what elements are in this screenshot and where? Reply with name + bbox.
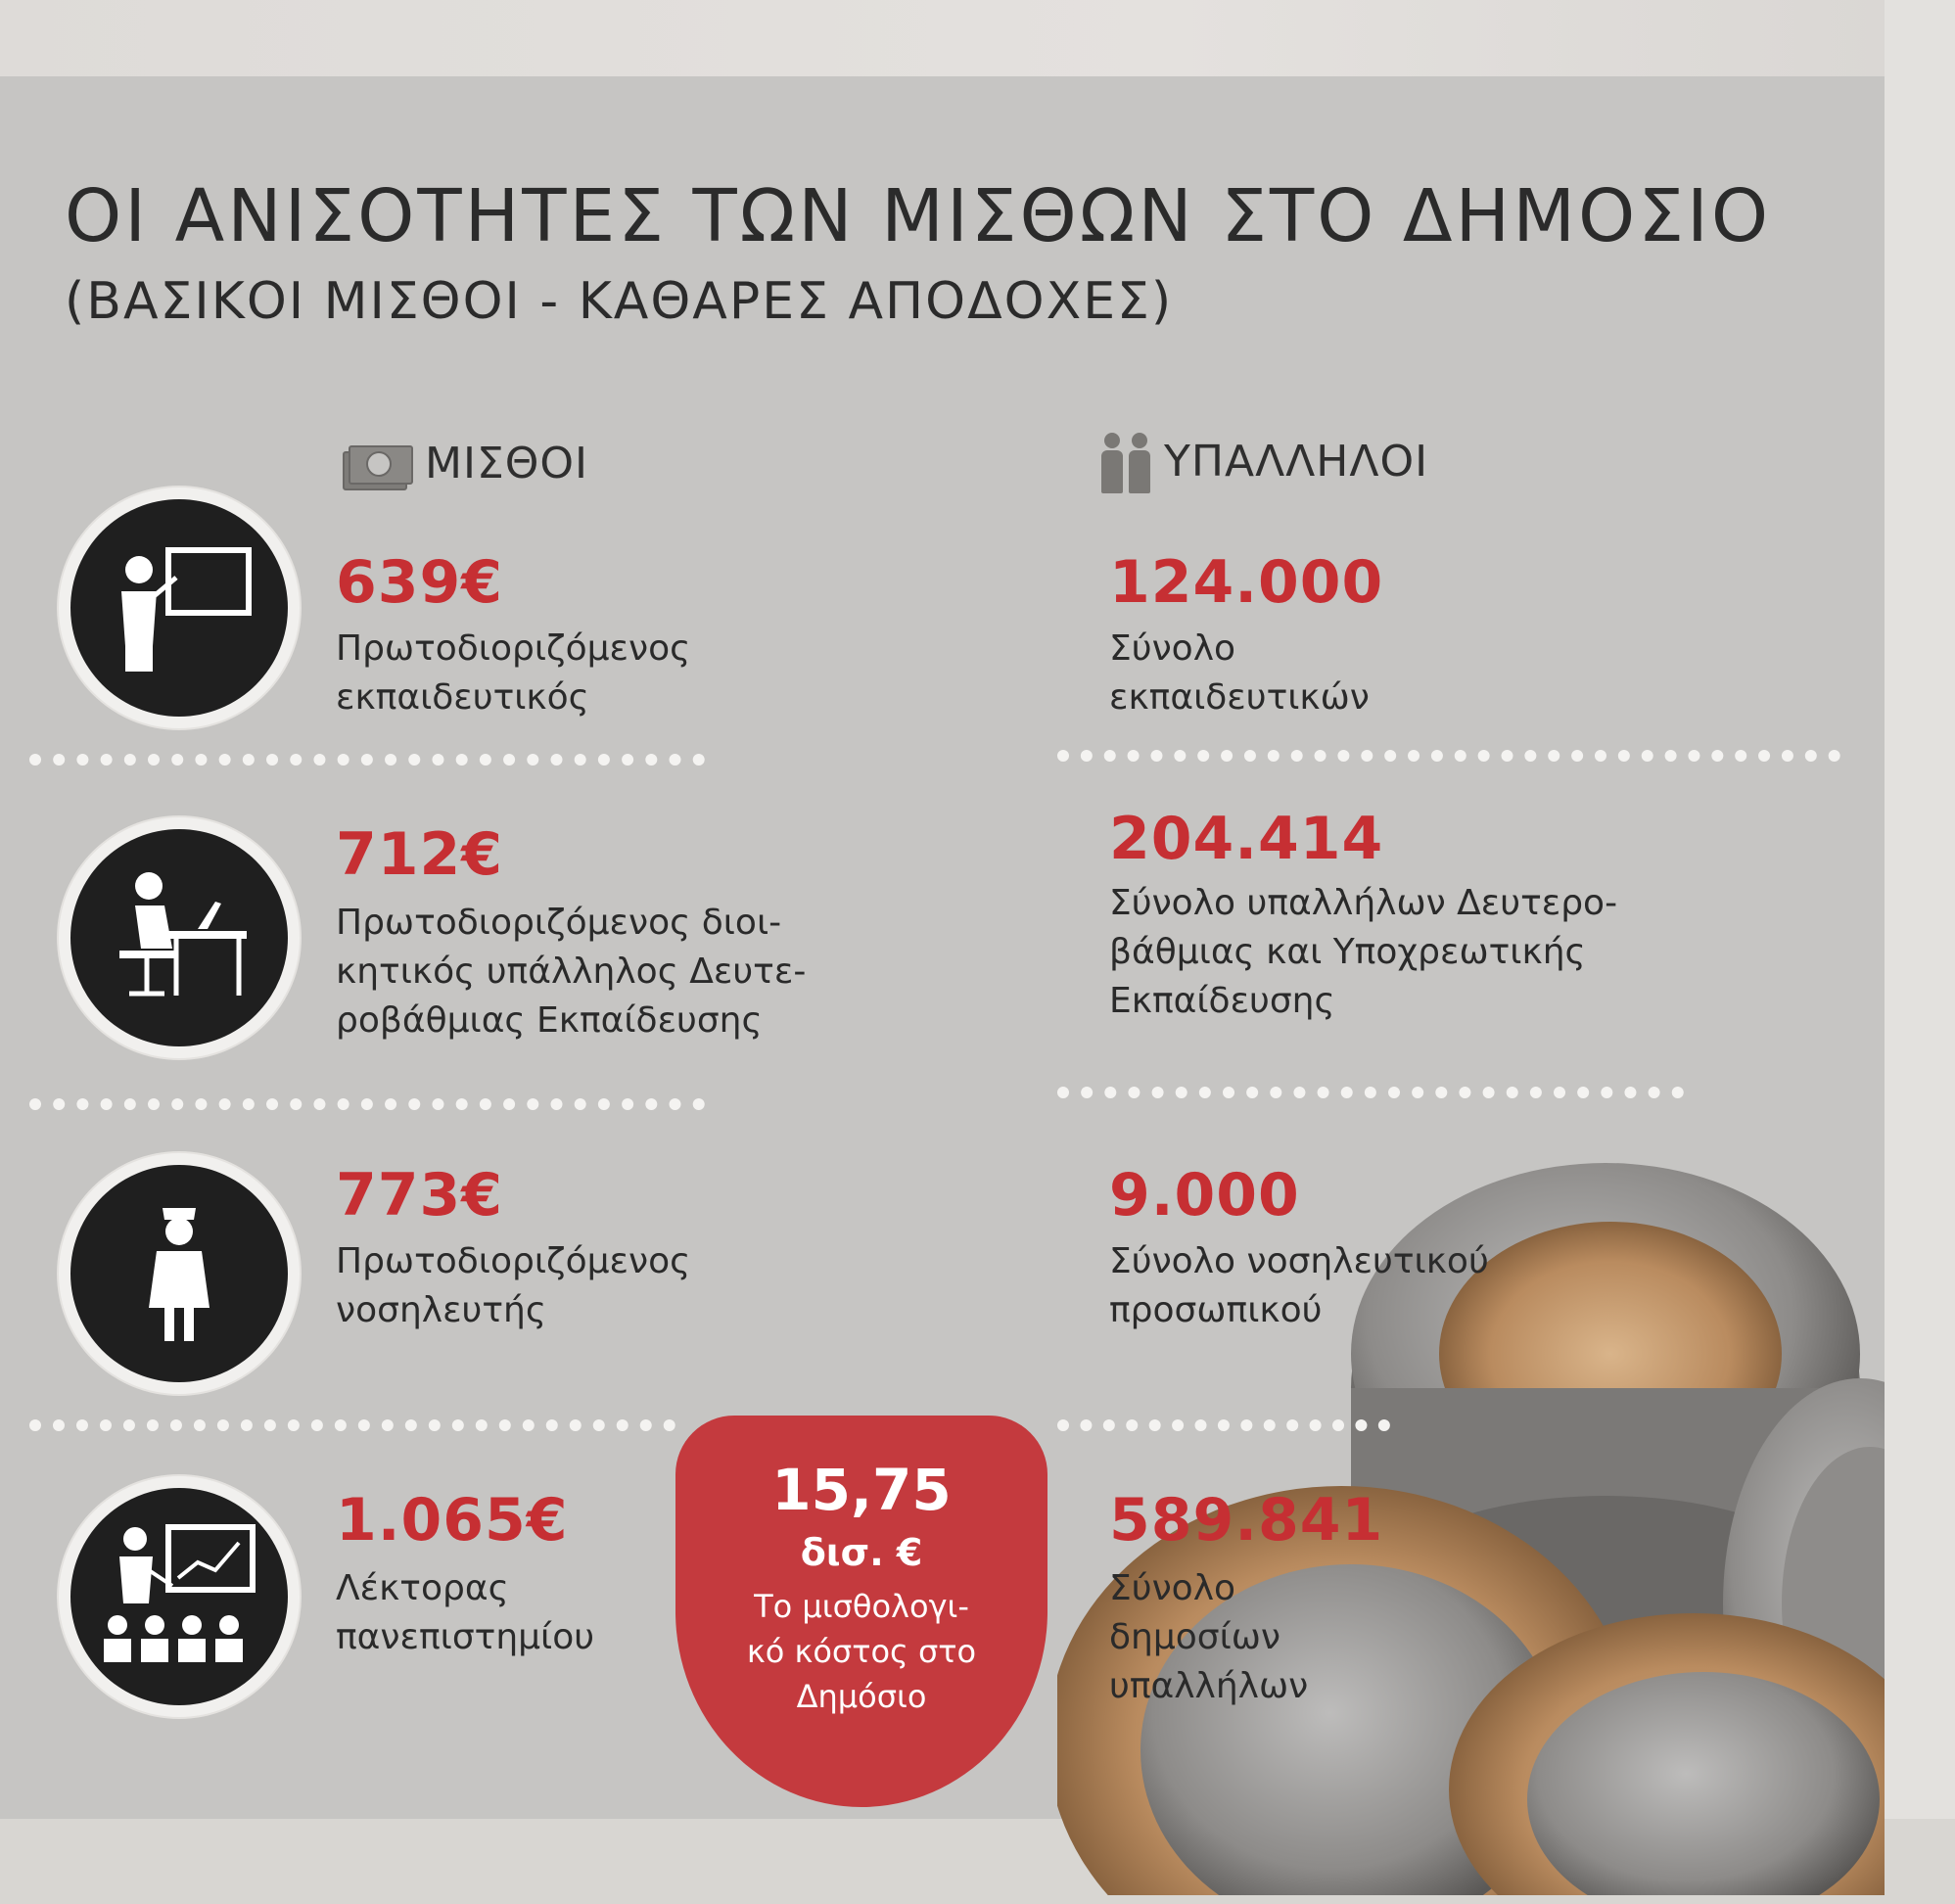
employee-count-description: Σύνολο υπαλλήλων Δευτερο- βάθμιας και Υποχρεωτικής Εκπαίδευσης [1109, 883, 1618, 1021]
salary-description: Πρωτοδιοριζόμενος διοι- κητικός υπάλληλος Δευτε- ροβάθμιας Εκπαίδευσης [336, 903, 807, 1041]
employee-count-value: 204.414 [1109, 805, 1384, 873]
row-divider [29, 754, 705, 766]
employee-count-description: Σύνολο εκπαιδευτικών [1109, 628, 1370, 718]
teacher-icon [59, 488, 300, 728]
total-cost-value: 15,75 [771, 1457, 952, 1523]
money-icon [343, 441, 411, 487]
employee-count-value: 9.000 [1109, 1161, 1300, 1230]
salary-value: 639€ [336, 548, 503, 617]
employees-column-label: ΥΠΑΛΛΗΛΟΙ [1164, 436, 1429, 487]
salary-description: Λέκτορας πανεπιστημίου [336, 1568, 595, 1657]
page-subtitle: (ΒΑΣΙΚΟΙ ΜΙΣΘΟΙ - ΚΑΘΑΡΕΣ ΑΠΟΔΟΧΕΣ) [65, 272, 1174, 331]
salary-description: Πρωτοδιοριζόμενος νοσηλευτής [336, 1241, 691, 1330]
employee-count-description: Σύνολο δημοσίων υπαλλήλων [1109, 1568, 1309, 1706]
office-worker-icon [59, 817, 300, 1058]
page-title: ΟΙ ΑΝΙΣΟΤΗΤΕΣ ΤΩΝ ΜΙΣΘΩΝ ΣΤΟ ΔΗΜΟΣΙΟ [65, 174, 1772, 258]
salaries-column-header [343, 439, 588, 488]
total-cost-description: Το μισθολογι- κό κόστος στο Δημόσιο [746, 1588, 977, 1715]
salary-description: Πρωτοδιοριζόμενος εκπαιδευτικός [336, 628, 691, 718]
salary-value: 712€ [336, 820, 503, 889]
salary-value: 1.065€ [336, 1486, 569, 1555]
row-divider [1057, 1419, 1390, 1431]
salary-value: 773€ [336, 1161, 503, 1230]
employee-count-value: 124.000 [1109, 548, 1384, 617]
row-divider [1057, 1087, 1684, 1098]
total-cost-unit: δισ. € [800, 1531, 923, 1574]
employees-column-header [1101, 429, 1428, 493]
adjacent-page-strip [1885, 0, 1955, 1904]
salaries-column-label: ΜΙΣΘΟΙ [425, 439, 588, 488]
nurse-icon [59, 1153, 300, 1394]
row-divider [1057, 750, 1840, 762]
row-divider [29, 1419, 675, 1431]
employee-count-description: Σύνολο νοσηλευτικού προσωπικού [1109, 1241, 1489, 1330]
row-divider [29, 1098, 705, 1110]
employee-count-value: 589.841 [1109, 1486, 1384, 1555]
lecturer-icon [59, 1476, 300, 1717]
total-cost-badge [675, 1416, 1047, 1807]
people-icon [1101, 429, 1150, 493]
